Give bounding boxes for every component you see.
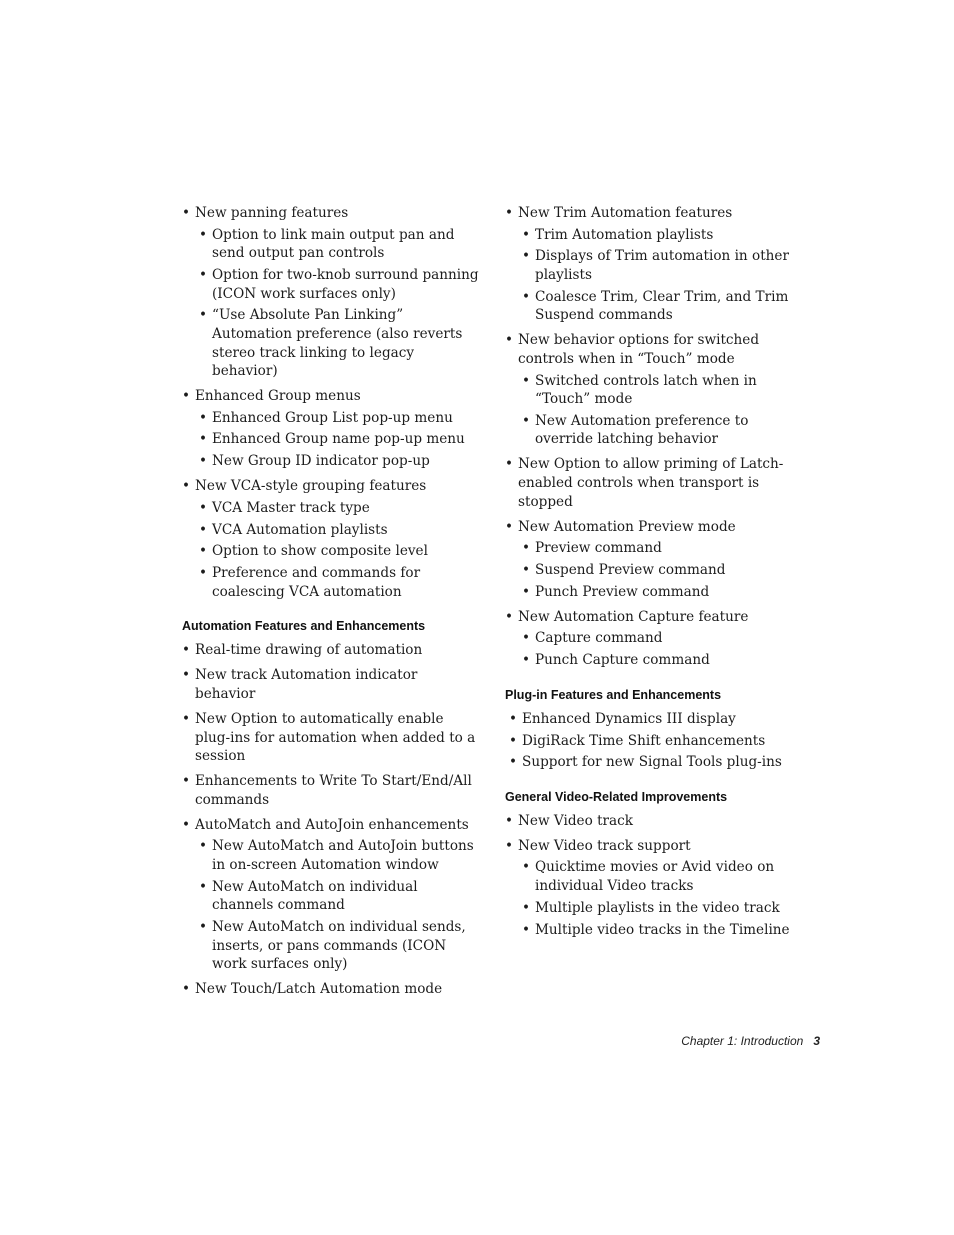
sub-list-item: • “Use Absolute Pan Linking” Automation preference (also reverts stereo track linking to legacy behavior) xyxy=(195,306,482,380)
sub-list xyxy=(518,226,805,325)
automation-feature-list xyxy=(182,641,482,998)
list-item-text: Real-time drawing of automation xyxy=(195,642,423,659)
sub-list xyxy=(195,499,482,602)
list-item xyxy=(505,204,805,325)
list-item-text: New panning features xyxy=(195,205,349,221)
list-item xyxy=(182,641,482,660)
sub-list-item: • Suspend Preview command xyxy=(518,561,805,580)
list-item xyxy=(505,331,805,449)
sub-list-item: • New Group ID indicator pop-up xyxy=(195,452,482,471)
list-item xyxy=(182,980,482,999)
sub-list-item: • Option to link main output pan and send output pan controls xyxy=(195,226,482,263)
page-footer xyxy=(681,1034,820,1048)
list-item-text: Enhanced Group menus xyxy=(195,388,361,405)
sub-list-item: • Option to show composite level xyxy=(195,542,482,561)
list-item xyxy=(505,608,805,670)
plugin-feature-list xyxy=(505,710,805,772)
sub-list-item: • Multiple playlists in the video track xyxy=(518,899,805,918)
list-item-text: Enhancements to Write To Start/End/All commands xyxy=(195,773,472,808)
list-item xyxy=(505,518,805,602)
video-section xyxy=(505,790,805,939)
sub-list-item: • Preview command xyxy=(518,539,805,558)
list-item-text: New Option to automatically enable plug-ins for automation when added to a session xyxy=(195,710,476,765)
list-item-text: New Option to allow priming of Latch-enabled controls when transport is stopped xyxy=(518,456,784,510)
sub-list-item: • VCA Automation playlists xyxy=(195,521,482,540)
sub-list-item: • VCA Master track type xyxy=(195,499,482,518)
automation-section xyxy=(182,619,482,998)
sub-list xyxy=(518,858,805,939)
sub-list xyxy=(518,539,805,601)
plugin-section xyxy=(505,688,805,772)
sub-list-item: • Support for new Signal Tools plug-ins xyxy=(505,753,805,772)
sub-list-item: • Punch Capture command xyxy=(518,651,805,670)
list-item-text: AutoMatch and AutoJoin enhancements xyxy=(195,816,469,833)
sub-list xyxy=(195,226,482,381)
list-item xyxy=(182,477,482,601)
list-item xyxy=(182,666,482,703)
sub-list-item: • New AutoMatch on individual sends, inserts, or pans commands (ICON work surfaces only) xyxy=(195,918,482,974)
automation-continued-section xyxy=(505,204,805,670)
list-item-text: New Video track support xyxy=(518,837,691,854)
sub-list-item: • DigiRack Time Shift enhancements xyxy=(505,732,805,751)
page-number: 3 xyxy=(813,1034,820,1048)
chapter-label: Chapter 1: Introduction xyxy=(681,1034,804,1048)
list-item-text: New VCA-style grouping features xyxy=(195,478,427,495)
sub-list-item: • Trim Automation playlists xyxy=(518,226,805,245)
list-item-text: New Automation Capture feature xyxy=(518,608,749,625)
list-item xyxy=(182,387,482,471)
sub-list xyxy=(518,372,805,450)
list-item-text: New Video track xyxy=(518,812,633,829)
sub-list-item: • Punch Preview command xyxy=(518,583,805,602)
intro-feature-list xyxy=(182,204,482,601)
list-item xyxy=(182,710,482,766)
sub-list-item: • Option for two-knob surround panning (ICON work surfaces only) xyxy=(195,266,482,303)
sub-list-item: • Switched controls latch when in “Touch” mode xyxy=(518,372,805,409)
list-item-text: New Automation Preview mode xyxy=(518,518,736,535)
sub-list-item: • Displays of Trim automation in other playlists xyxy=(518,247,805,284)
sub-list xyxy=(195,409,482,471)
sub-list-item: • Multiple video tracks in the Timeline xyxy=(518,921,805,940)
sub-list-item: • Preference and commands for coalescing VCA automation xyxy=(195,564,482,601)
sub-list-item: • Coalesce Trim, Clear Trim, and Trim Suspend commands xyxy=(518,288,805,325)
list-item-text: New Trim Automation features xyxy=(518,205,733,221)
plugin-heading: Plug-in Features and Enhancements xyxy=(505,687,722,702)
list-item xyxy=(505,455,805,511)
sub-list xyxy=(518,629,805,669)
list-item xyxy=(505,837,805,939)
list-item-text: New track Automation indicator behavior xyxy=(195,667,418,702)
sub-list xyxy=(195,837,482,974)
list-item-text: New Touch/Latch Automation mode xyxy=(195,981,443,998)
list-item xyxy=(182,772,482,809)
list-item xyxy=(505,812,805,831)
sub-list-item: • Enhanced Group name pop-up menu xyxy=(195,430,482,449)
sub-list-item: • New AutoMatch and AutoJoin buttons in on-screen Automation window xyxy=(195,837,482,874)
video-heading: General Video-Related Improvements xyxy=(505,789,728,804)
list-item xyxy=(182,204,482,381)
sub-list-item: • New Automation preference to override latching behavior xyxy=(518,412,805,449)
sub-list-item: • Enhanced Dynamics III display xyxy=(505,710,805,729)
list-item xyxy=(182,816,482,974)
automation-heading: Automation Features and Enhancements xyxy=(182,619,426,634)
sub-list-item: • Enhanced Group List pop-up menu xyxy=(195,409,482,428)
intro-feature-section xyxy=(182,204,482,601)
sub-list-item: • Capture command xyxy=(518,629,805,648)
right-column xyxy=(505,204,805,946)
left-column xyxy=(182,204,482,1005)
video-feature-list xyxy=(505,812,805,939)
sub-list-item: • Quicktime movies or Avid video on individual Video tracks xyxy=(518,858,805,895)
sub-list-item: • New AutoMatch on individual channels command xyxy=(195,878,482,915)
list-item-text: New behavior options for switched controls when in “Touch” mode xyxy=(518,332,760,367)
automation-continued-list xyxy=(505,204,805,670)
